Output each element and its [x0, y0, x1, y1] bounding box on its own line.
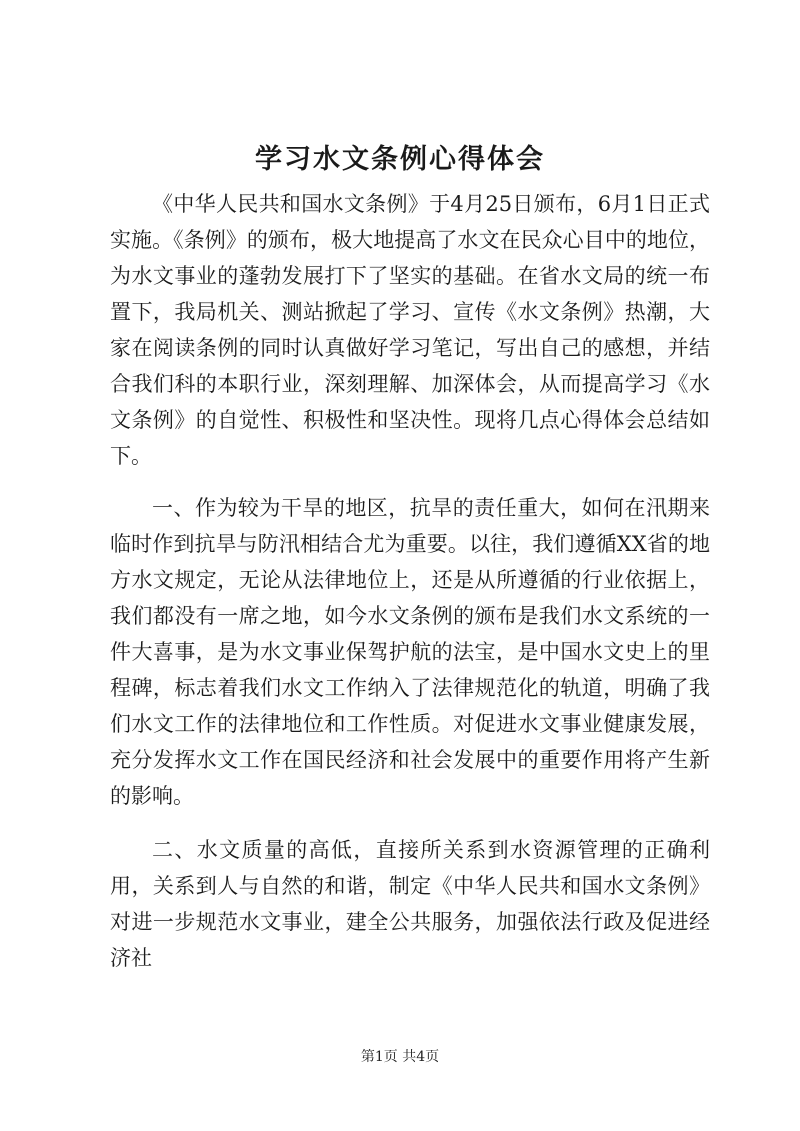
page-footer: 第1页 共4页	[360, 1049, 440, 1065]
paragraph-point-two: 二、水文质量的高低，直接所关系到水资源管理的正确利用，关系到人与自然的和谐，制定《中华人民共和国水文条例》对进一步规范水文事业，建全公共服务，加强依法行政及促进经济社	[110, 838, 710, 970]
paragraph-intro: 《中华人民共和国水文条例》于4月25日颁布，6月1日正式实施。《条例》的颁布，极大地提高了水文在民众心目中的地位，为水文事业的蓬勃发展打下了坚实的基础。在省水文局的统一布置下，我局机关、测站掀起了学习、宣传《水文条例》热潮，大家在阅读条例的同时认真做好学习笔记，写出自己的感想，并结合我们科的本职行业，深刻理解、加深体会，从而提高学习《水文条例》的自觉性、积极性和坚决性。现将几点心得体会总结如下。	[110, 192, 710, 468]
document-body	[110, 186, 710, 992]
document-title: 学习水文条例心得体会	[255, 144, 545, 175]
paragraph-point-one: 一、作为较为干旱的地区，抗旱的责任重大，如何在汛期来临时作到抗旱与防汛相结合尤为重要。以往，我们遵循XX省的地方水文规定，无论从法律地位上，还是从所遵循的行业依据上，我们都没有一席之地，如今水文条例的颁布是我们水文系统的一件大喜事，是为水文事业保驾护航的法宝，是中国水文史上的里程碑，标志着我们水文工作纳入了法律规范化的轨道，明确了我们水文工作的法律地位和工作性质。对促进水文事业健康发展，充分发挥水文工作在国民经济和社会发展中的重要作用将产生新的影响。	[110, 496, 710, 808]
